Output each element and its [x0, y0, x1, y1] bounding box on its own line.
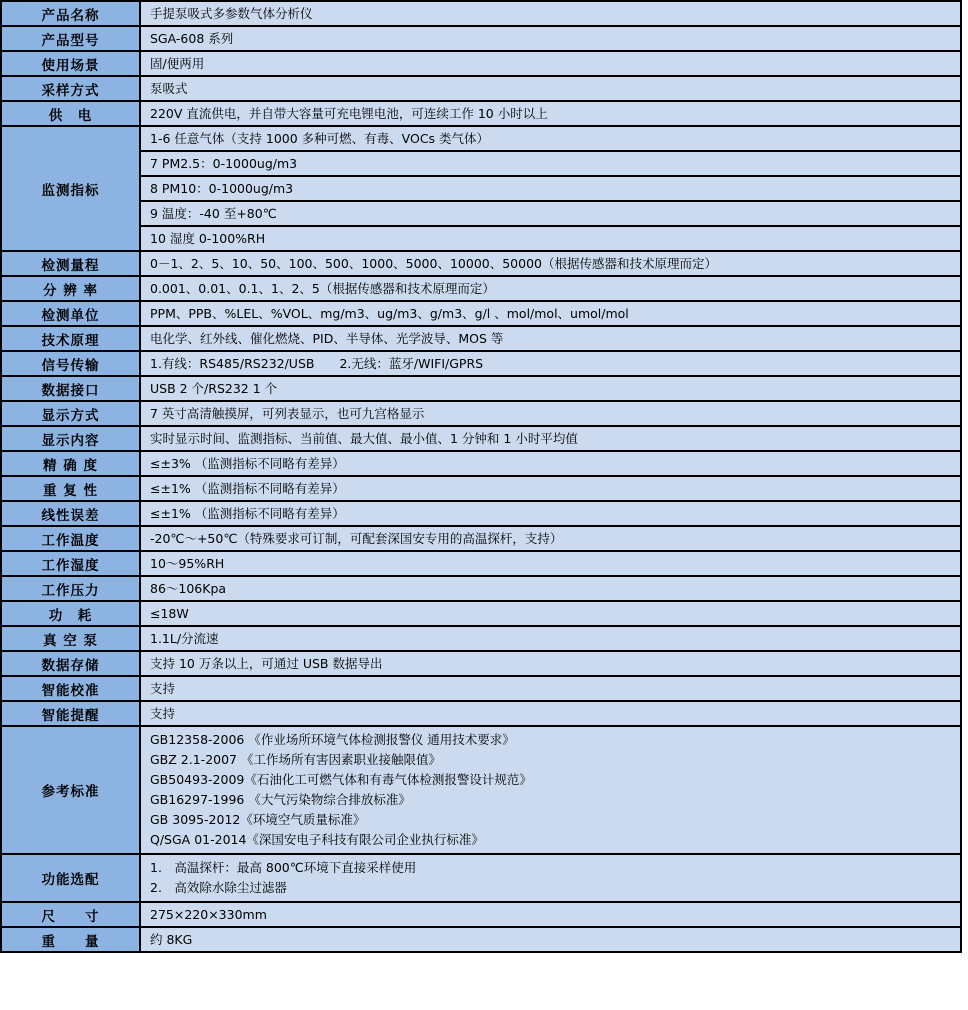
table-row [1, 451, 961, 476]
table-row [1, 201, 961, 226]
table-row [1, 927, 961, 952]
spec-value-line: GB 3095-2012《环境空气质量标准》 [150, 812, 366, 827]
spec-value-cell: 220V 直流供电，并自带大容量可充电锂电池，可连续工作 10 小时以上 [140, 101, 961, 126]
table-row [1, 26, 961, 51]
spec-value-cell: 0.001、0.01、0.1、1、2、5（根据传感器和技术原理而定） [140, 276, 961, 301]
spec-value-line: Q/SGA 01-2014《深国安电子科技有限公司企业执行标准》 [150, 832, 484, 847]
spec-value-line: GB16297-1996 《大气污染物综合排放标准》 [150, 792, 411, 807]
spec-value-cell: 7 PM2.5：0-1000ug/m3 [140, 151, 961, 176]
spec-value-cell: ≤±1% （监测指标不同略有差异） [140, 476, 961, 501]
spec-value-cell [140, 854, 961, 902]
spec-value-cell: 10～95%RH [140, 551, 961, 576]
spec-value-cell: 86～106Kpa [140, 576, 961, 601]
table-row [1, 626, 961, 651]
spec-value-cell: ≤±3% （监测指标不同略有差异） [140, 451, 961, 476]
spec-label-cell: 产品名称 [1, 1, 140, 26]
spec-label-cell: 智能提醒 [1, 701, 140, 726]
spec-value-cell: 1-6 任意气体（支持 1000 多种可燃、有毒、VOCs 类气体） [140, 126, 961, 151]
table-row [1, 301, 961, 326]
table-row [1, 326, 961, 351]
spec-label-cell: 真 空 泵 [1, 626, 140, 651]
spec-value-cell: 实时显示时间、监测指标、当前值、最大值、最小值、1 分钟和 1 小时平均值 [140, 426, 961, 451]
spec-label-cell: 工作压力 [1, 576, 140, 601]
table-row [1, 251, 961, 276]
spec-label-cell: 监测指标 [1, 126, 140, 251]
table-row [1, 176, 961, 201]
spec-value-cell: 支持 [140, 676, 961, 701]
spec-value-line: GB12358-2006 《作业场所环境气体检测报警仪 通用技术要求》 [150, 732, 515, 747]
spec-value-cell: 支持 [140, 701, 961, 726]
spec-value-cell: 支持 10 万条以上，可通过 USB 数据导出 [140, 651, 961, 676]
spec-label-cell: 重 复 性 [1, 476, 140, 501]
spec-value-cell: 8 PM10：0-1000ug/m3 [140, 176, 961, 201]
table-row [1, 551, 961, 576]
table-row [1, 51, 961, 76]
spec-value-cell: 电化学、红外线、催化燃烧、PID、半导体、光学波导、MOS 等 [140, 326, 961, 351]
spec-value-line: GB50493-2009《石油化工可燃气体和有毒气体检测报警设计规范》 [150, 772, 532, 787]
spec-table-body [1, 1, 961, 952]
table-row [1, 1, 961, 26]
spec-value-cell: ≤±1% （监测指标不同略有差异） [140, 501, 961, 526]
spec-value-line: GBZ 2.1-2007 《工作场所有害因素职业接触限值》 [150, 752, 441, 767]
spec-label-cell: 供 电 [1, 101, 140, 126]
spec-value-cell: 10 湿度 0-100%RH [140, 226, 961, 251]
spec-label-cell: 智能校准 [1, 676, 140, 701]
table-row [1, 76, 961, 101]
table-row [1, 426, 961, 451]
table-row [1, 276, 961, 301]
spec-label-cell: 参考标准 [1, 726, 140, 854]
table-row [1, 601, 961, 626]
spec-label-cell: 重 量 [1, 927, 140, 952]
spec-label-cell: 工作温度 [1, 526, 140, 551]
spec-value-cell: 固/便两用 [140, 51, 961, 76]
spec-value-cell: 275×220×330mm [140, 902, 961, 927]
spec-value-cell: 7 英寸高清触摸屏，可列表显示，也可九宫格显示 [140, 401, 961, 426]
spec-value-line: 1. 高温探杆：最高 800℃环境下直接采样使用 [150, 860, 417, 875]
spec-label-cell: 数据接口 [1, 376, 140, 401]
table-row [1, 151, 961, 176]
table-row [1, 501, 961, 526]
spec-label-cell: 检测单位 [1, 301, 140, 326]
spec-label-cell: 检测量程 [1, 251, 140, 276]
spec-value-cell: USB 2 个/RS232 1 个 [140, 376, 961, 401]
table-row [1, 476, 961, 501]
spec-value-cell: 0－1、2、5、10、50、100、500、1000、5000、10000、50000（根据传感器和技术原理而定） [140, 251, 961, 276]
spec-value-cell: 泵吸式 [140, 76, 961, 101]
spec-label-cell: 线性误差 [1, 501, 140, 526]
spec-label-cell: 采样方式 [1, 76, 140, 101]
spec-value-cell: SGA-608 系列 [140, 26, 961, 51]
spec-label-cell: 工作湿度 [1, 551, 140, 576]
spec-label-cell: 分 辨 率 [1, 276, 140, 301]
table-row [1, 101, 961, 126]
spec-label-cell: 数据存储 [1, 651, 140, 676]
spec-label-cell: 功能选配 [1, 854, 140, 902]
spec-value-cell: 9 温度：-40 至+80℃ [140, 201, 961, 226]
spec-value-cell [140, 726, 961, 854]
table-row [1, 701, 961, 726]
spec-value-cell: 1.有线：RS485/RS232/USB 2.无线：蓝牙/WIFI/GPRS [140, 351, 961, 376]
spec-value-cell: -20℃～+50℃（特殊要求可订制，可配套深国安专用的高温探杆，支持） [140, 526, 961, 551]
spec-value-cell: 1.1L/分流速 [140, 626, 961, 651]
spec-label-cell: 产品型号 [1, 26, 140, 51]
spec-label-cell: 尺 寸 [1, 902, 140, 927]
spec-value-cell: 约 8KG [140, 927, 961, 952]
table-row [1, 226, 961, 251]
table-row [1, 401, 961, 426]
table-row [1, 526, 961, 551]
table-row [1, 576, 961, 601]
table-row [1, 726, 961, 854]
spec-label-cell: 使用场景 [1, 51, 140, 76]
table-row [1, 902, 961, 927]
spec-value-cell: ≤18W [140, 601, 961, 626]
table-row [1, 854, 961, 902]
spec-value-line: 2. 高效除水除尘过滤器 [150, 880, 287, 895]
spec-label-cell: 精 确 度 [1, 451, 140, 476]
spec-value-cell: PPM、PPB、%LEL、%VOL、mg/m3、ug/m3、g/m3、g/l 、mol/mol、umol/mol [140, 301, 961, 326]
table-row [1, 676, 961, 701]
spec-label-cell: 信号传输 [1, 351, 140, 376]
table-row [1, 126, 961, 151]
spec-value-cell: 手提泵吸式多参数气体分析仪 [140, 1, 961, 26]
table-row [1, 651, 961, 676]
spec-label-cell: 显示内容 [1, 426, 140, 451]
spec-label-cell: 显示方式 [1, 401, 140, 426]
spec-label-cell: 技术原理 [1, 326, 140, 351]
table-row [1, 376, 961, 401]
table-row [1, 351, 961, 376]
spec-label-cell: 功 耗 [1, 601, 140, 626]
